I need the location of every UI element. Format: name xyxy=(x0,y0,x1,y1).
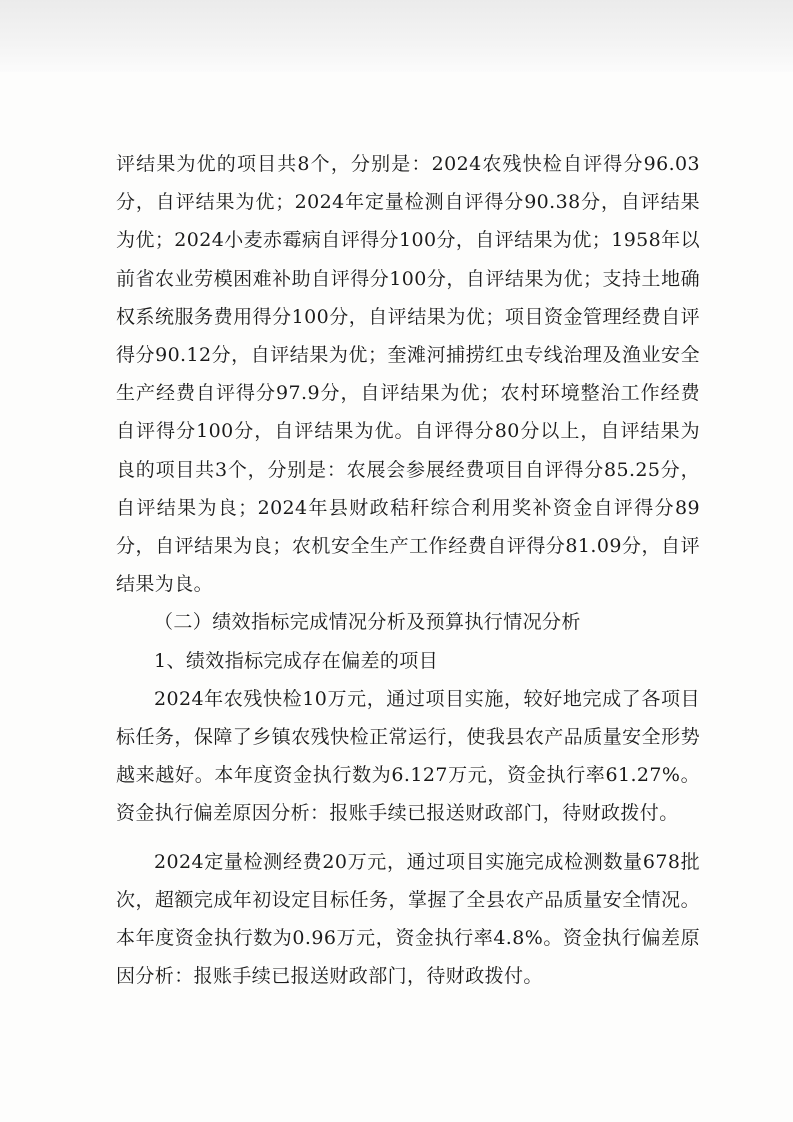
subsection-heading-deviation-projects: 1、绩效指标完成存在偏差的项目 xyxy=(154,649,439,672)
paragraph-evaluation-results: 评结果为优的项目共8个，分别是：2024农残快检自评得分96.03分，自评结果为优；2024年定量检测自评得分90.38分，自评结果为优；2024小麦赤霉病自评得分100分，自评结果为优；1958年以前省农业劳模困难补助自评得分100分，自评结果为优；支持土地确权系统服务费用得分100分，自评结果为优；项目资金管理经费自评得分90.12分，自评结果为优；奎滩河捕捞红虫专线治理及渔业安全生产经费自评得分97.9分，自评结果为优；农村环境整治工作经费自评得分100分，自评结果为优。自评得分80分以上，自评结果为良的项目共3个，分别是：农展会参展经费项目自评得分85.25分，自评结果为良；2024年县财政秸秆综合利用奖补资金自评得分89分，自评结果为良；农机安全生产工作经费自评得分81.09分，自评结果为良。 xyxy=(116,153,700,596)
section-heading-performance-analysis: （二）绩效指标完成情况分析及预算执行情况分析 xyxy=(154,611,581,634)
document-body xyxy=(116,145,700,995)
paragraph-quantitative-testing: 2024定量检测经费20万元，通过项目实施完成检测数量678批次，超额完成年初设定目标任务，掌握了全县农产品质量安全情况。本年度资金执行数为0.96万元，资金执行率4.8%。资金执行偏差原因分析：报账手续已报送财政部门，待财政拨付。 xyxy=(116,850,700,988)
paragraph-pesticide-residue-testing: 2024年农残快检10万元，通过项目实施，较好地完成了各项目标任务，保障了乡镇农残快检正常运行，使我县农产品质量安全形势越来越好。本年度资金执行数为6.127万元，资金执行率61.27%。资金执行偏差原因分析：报账手续已报送财政部门，待财政拨付。 xyxy=(116,687,700,825)
scan-shadow-band xyxy=(0,0,793,72)
